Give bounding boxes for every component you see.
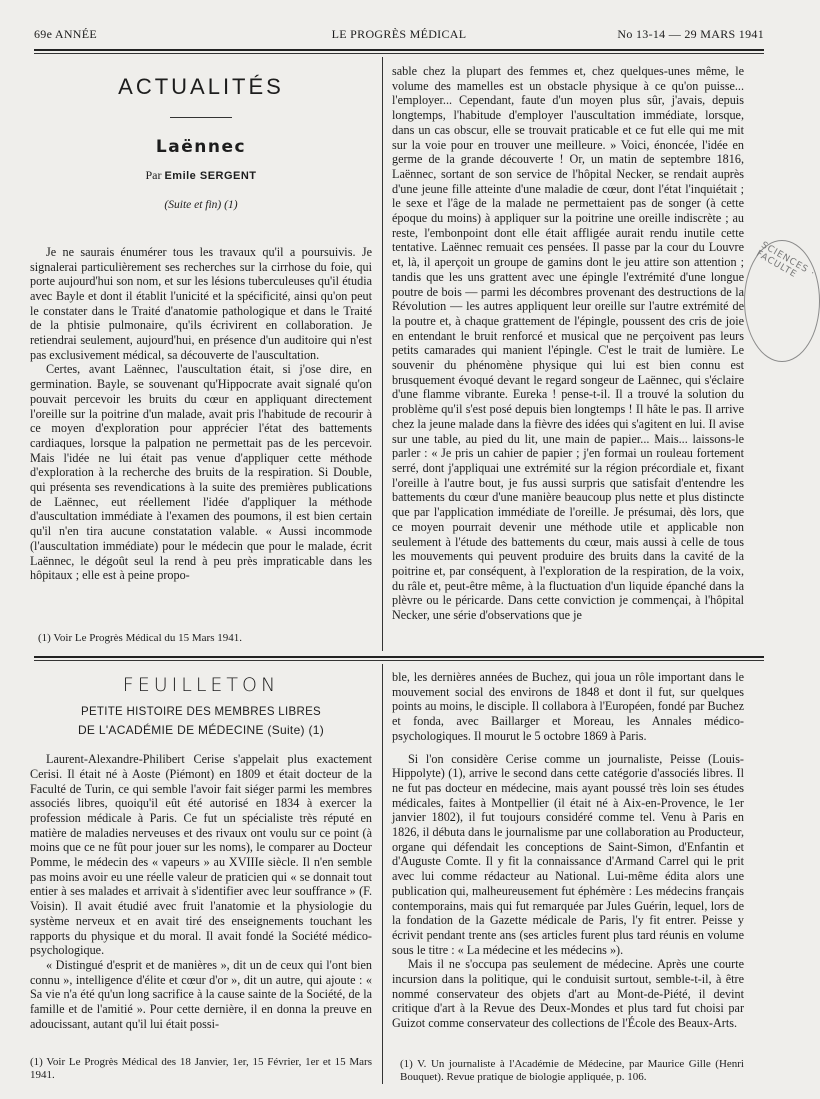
paragraph: Mais il ne s'occupa pas seulement de médecine. Après une courte incursion dans la politique, qui le conduisit surtout, semble-t-il, à être nommé conservateur des objets d'art au Mont-de-Piété, il devint critique d'art à la Revue des Deux-Mondes et plus tard fut choisi par Guizot comme conservateur des collections de l'École des Beaux-Arts. xyxy=(392,957,744,1031)
header-year: 69e ANNÉE xyxy=(34,27,98,41)
feuilleton-subtitle-1: PETITE HISTOIRE DES MEMBRES LIBRES xyxy=(80,705,322,718)
header-journal-title: LE PROGRÈS MÉDICAL xyxy=(331,27,467,41)
suite-note xyxy=(30,198,372,213)
column-divider-bottom xyxy=(382,664,383,1084)
paragraph: Je ne saurais énumérer tous les travaux qu'il a poursuivis. Je signalerai particulièrement ses recherches sur la cirrhose du foie, qui porte aujourd'hui son nom, et sur les lésions tuberculeuses qu'il étudia avec Bayle et dont il établit l'unicité et la spécificité, ainsi qu'on peut le constater dans le Traité d'anatomie pathologique et dans le Traité de la phtisie pulmonaire, qu'ils écrivirent en collaboration. Je retiendrai seulement, aujourd'hui, en présence d'un auditoire qui n'est pas exclusivement médical, sa découverte de l'auscultation. xyxy=(30,244,372,362)
running-header xyxy=(34,27,764,45)
actualites-footnote: (1) Voir Le Progrès Médical du 15 Mars 1941. xyxy=(38,632,242,644)
feuilleton-rule xyxy=(34,656,764,658)
article-title: Laënnec xyxy=(155,136,247,157)
feuilleton-right-column xyxy=(392,670,744,1054)
paragraph: ble, les dernières années de Buchez, qui joua un rôle important dans le mouvement social des environs de 1848 et dont il fut, sur quelques points au moins, le disciple. Il collabora à l'Européen, fondé par Buchez et fonda, avec Baillarger et Moreau, les Annales médico-psychologiques. Il mourut le 5 octobre 1869 à Paris. xyxy=(392,670,744,743)
column-divider-top xyxy=(382,57,383,651)
actualites-right-column xyxy=(392,64,744,648)
author-name: Emile SERGENT xyxy=(164,170,257,183)
byline-prefix: Par xyxy=(145,168,162,183)
feuilleton-left-footnote: (1) Voir Le Progrès Médical des 18 Janvier, 1er, 15 Février, 1er et 15 Mars 1941. xyxy=(30,1056,372,1081)
header-rule-thin xyxy=(34,53,764,54)
section-title-actualites: ACTUALITÉS xyxy=(118,74,284,99)
feuilleton-title: FEUILLETON xyxy=(122,674,280,696)
suite-text: (Suite et fin) (1) xyxy=(164,199,238,212)
actualites-left-column xyxy=(30,74,372,648)
feuilleton-subtitle-2: DE L'ACADÉMIE DE MÉDECINE (Suite) (1) xyxy=(77,723,325,738)
paragraph: Certes, avant Laënnec, l'auscultation était, si j'ose dire, en germination. Bayle, se souvenant qu'Hippocrate avait signalé qu'on pouvait percevoir les bruits du cœur en appliquant directement l'oreille sur la poitrine d'un malade, avait pris l'habitude de recourir à ce moyen d'exploration pour apprécier l'état des battements cardiaques, lorsque la palpation ne permettait pas de les percevoir. Mais l'idée ne lui était pas venue d'appliquer cette méthode d'exploration à la recherche des bruits de la respiration. Si Double, qui présenta ses revendications à la suite des premières publications de Laënnec, eut réellement l'idée d'appliquer la méthode d'auscultation immédiate à l'examen des poumons, il est bien certain qu'il n'en tira aucune constatation valable. « Aussi incommode (l'auscultation immédiate) pour le médecin que pour le malade, écrit Laënnec, le dégoût seul la rend à peu près impraticable dans les hôpitaux ; elle est à peine propo- xyxy=(30,362,372,583)
feuilleton-right-footnote: (1) V. Un journaliste à l'Académie de Médecine, par Maurice Gille (Henri Bouquet). Revue pratique de biologie appliquée, p. 106. xyxy=(400,1058,744,1083)
paragraph: sable chez la plupart des femmes et, chez quelques-unes même, le volume des mamelles est un obstacle physique à ce qu'on puisse... l'employer... Cependant, faute d'un moyen plus sûr, j'avais, depuis longtemps, l'habitude d'employer l'auscultation immédiate, lorsque, dans un cas obscur, elle se trouvait praticable et ce fut elle qui me mit sur la voie pour en trouver une meilleure. » Voici, énoncée, l'idée en germe de la grande découverte ! Or, un matin de septembre 1816, Laënnec, sortant de son service de l'hôpital Necker, se rendait auprès d'une jeune fille atteinte d'une maladie de cœur, dont l'état l'inquiétait ; le sexe et l'âge de la malade ne permettaient pas de songer (à cette époque du moins) à appliquer sur la poitrine une oreille indiscrète ; au reste, l'embonpoint dont elle était affligée aurait rendu inutile cette tentative. Laënnec remuait ces pensées. Il passe par la cour du Louvre et, là, il aperçoit un groupe de gamins dont le jeu attire son attention ; tandis que les uns grattent avec une épingle l'extrémité d'une longue poutre de bois — parmi les décombres provenant des destructions de la Révolution — les autres appliquent leur oreille sur l'autre extrémité de la poutre et, à chaque grattement de l'épingle, poussent des cris de joie en entendant le bruit renforcé et musical que ne perçoivent pas leurs petits camarades qui manient l'épingle. C'est le trait de lumière. Le souvenir du phénomène physique qui lui est bien connu est brusquement évoqué devant le regard songeur de Laënnec, qui s'éclaire d'une flamme vibrante. Eureka ! pense-t-il. Il a trouvé la solution du problème qu'il s'est posé depuis bien longtemps ! Il hâte le pas. Il arrive chez la jeune malade dans la fièvre des idées qui s'agitent en lui. Il avise sur une table, au pied du lit, une main de papier... Mais... laissons-le parler : « Je pris un cahier de papier ; j'en formai un rouleau fortement serré, dont j'appliquai une extrémité sur la région précordiale et, fixant l'oreille à l'autre bout, je fus aussi surpris que satisfait d'entendre les battements du cœur d'une manière beaucoup plus nette et plus distincte que par l'application immédiate de l'oreille. Je présumai, dès lors, que ce moyen pourrait devenir une méthode utile et applicable non seulement à l'étude des battements du cœur, mais aussi à celle de tous les mouvements qui peuvent produire des bruits dans la cavité de la poitrine et, par conséquent, à l'exploration de la respiration, de la voix, du râle et, peut-être même, à la fluctuation d'un liquide épanché dans la plèvre ou le péricarde. Dans cette conviction je commençai, à l'hôpital Necker, une série d'observations que je xyxy=(392,64,744,623)
paragraph: « Distingué d'esprit et de manières », dit un de ceux qui l'ont bien connu », intelligence d'élite et cœur d'or », dit un autre, qui ajoute : « Sa vie n'a été qu'un long sacrifice à la cause sainte de la Société, de la famille et de l'amitié ». Pour cette dernière, il en donna la preuve en adoucissant, autant qu'il lui était possi- xyxy=(30,957,372,1031)
feuilleton-rule-thin xyxy=(34,660,764,661)
header-rule xyxy=(34,49,764,51)
paragraph: Laurent-Alexandre-Philibert Cerise s'appelait plus exactement Cerisi. Il était né à Aoste (Piémont) en 1809 et était docteur de la Faculté de Turin, ce qui semble l'avoir fait siéger parmi les membres associés libres, quoiqu'il eût été autorisé en 1834 à exercer la profession médicale à Paris. Ce fut un spécialiste très réputé en matière de maladies nerveuses et des rivaux ont voulu sur ce point (à moins que ce ne fût pour jouer sur les noms), le comparer au Docteur Pomme, le médecin des « vapeurs » au XVIIIe siècle. Il n'en semble pas moins avoir eu une réelle valeur de praticien qui « se donnait tout entier à ses malades et arrivait à s'identifier avec leur souffrance » (F. Voisin). Il avait étudié avec fruit l'anatomie et la physiologie du système nerveux et en avait tiré des enseignements touchant les rapports du physique et du moral. Il avait fondé la Société médico-psychologique. xyxy=(30,752,372,958)
feuilleton-left-column xyxy=(30,674,372,1050)
library-stamp xyxy=(744,240,820,362)
header-issue: No 13-14 — 29 MARS 1941 xyxy=(617,27,764,41)
stamp-label: SCIENCES · FACULTE xyxy=(754,240,817,281)
paragraph: Si l'on considère Cerise comme un journaliste, Peisse (Louis-Hippolyte) (1), arrive le second dans cette catégorie d'associés libres. Il ne fut pas docteur en médecine, mais ayant poussé très loin ses études médicales, faites à Montpellier (il était né à Aix-en-Provence, le 1er janvier 1802), il fut toujours considéré comme tel. Venu à Paris en 1826, il débuta dans le journalisme par une collaboration au Producteur, organe qui défendait les conceptions de Saint-Simon, d'Enfantin et d'Auguste Comte. Il y fit la connaissance d'Armand Carrel qui le prit avec lui comme rédacteur au National. Lui-même édita alors une publication qui, malheureusement fut éphémère : Les médecins français contemporains, mais qui fut remarquée par Jules Guérin, lequel, lors de la fondation de la Gazette médicale de Paris, l'y fit entrer. Peisse y écrivit pendant trente ans (ses articles furent plus tard réunis en volume sous le titre : « La médecine et les médecins »). xyxy=(392,751,744,957)
byline xyxy=(30,168,372,184)
